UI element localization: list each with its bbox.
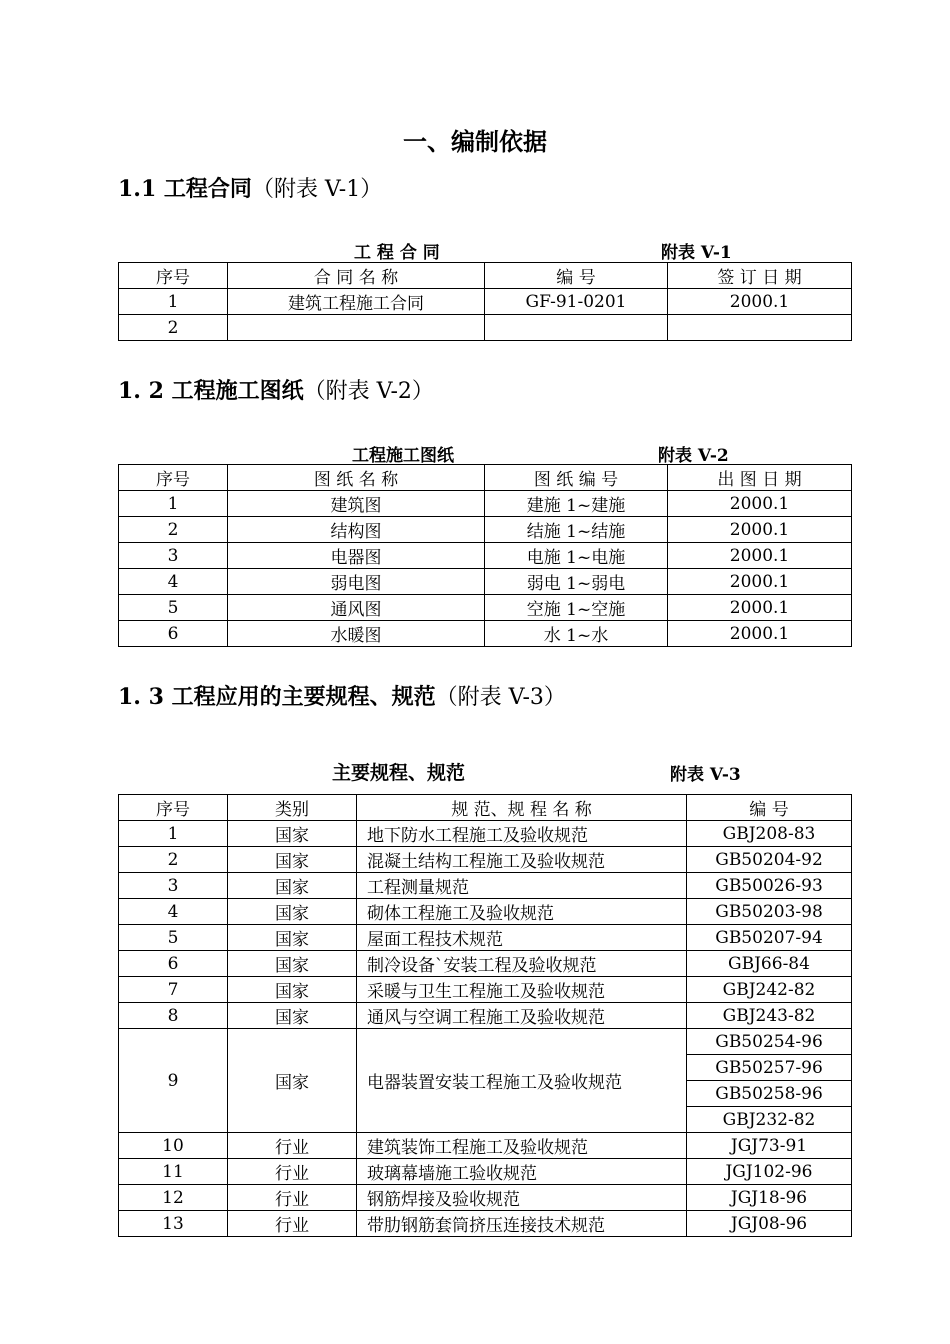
row-number-cell: 5: [119, 925, 228, 951]
table-cell: 结施 1~结施: [485, 517, 668, 543]
table-row: [119, 977, 852, 1003]
table-row: [119, 847, 852, 873]
table-row: [119, 925, 852, 951]
standard-code-cell: GBJ232-82: [687, 1107, 852, 1133]
table-cell: 4: [119, 569, 228, 595]
table-3-appendix: 附表 V-3: [670, 765, 741, 785]
table-cell: 2000.1: [668, 569, 852, 595]
standard-code-cell: JGJ08-96: [687, 1211, 852, 1237]
row-number-cell: 12: [119, 1185, 228, 1211]
row-number-cell: 8: [119, 1003, 228, 1029]
table-cell: 2000.1: [668, 595, 852, 621]
standard-code-cell: GBJ243-82: [687, 1003, 852, 1029]
table-row: [119, 517, 852, 543]
row-number-cell: 10: [119, 1133, 228, 1159]
table-cell: 弱电图: [228, 569, 485, 595]
table-row: [119, 543, 852, 569]
table-cell: 电器图: [228, 543, 485, 569]
table-cell: 电施 1~电施: [485, 543, 668, 569]
table-cell: 1: [119, 491, 228, 517]
table-row: [119, 1003, 852, 1029]
table-3-caption: 主要规程、规范: [332, 762, 466, 784]
table-row: [119, 821, 852, 847]
table-row: [119, 951, 852, 977]
category-cell: 国家: [228, 847, 357, 873]
table-cell: 建筑工程施工合同: [228, 289, 485, 315]
standard-code-cell: JGJ102-96: [687, 1159, 852, 1185]
table-row: [119, 1211, 852, 1237]
section-3-heading: [118, 680, 566, 711]
standard-name-cell: 通风与空调工程施工及验收规范: [357, 1003, 687, 1029]
table-header-row: [119, 263, 852, 289]
section-2-heading-text: 1. 2 工程施工图纸: [118, 378, 304, 404]
drawings-table: [118, 464, 852, 647]
category-cell: 国家: [228, 899, 357, 925]
table-cell: 弱电 1~弱电: [485, 569, 668, 595]
category-cell: 行业: [228, 1133, 357, 1159]
standard-code-cell: GBJ66-84: [687, 951, 852, 977]
table-header-row: [119, 465, 852, 491]
category-cell: 国家: [228, 951, 357, 977]
standard-code-cell: GB50254-96: [687, 1029, 852, 1055]
standard-code-cell: JGJ18-96: [687, 1185, 852, 1211]
column-header: 类别: [228, 795, 357, 821]
column-header: 编 号: [687, 795, 852, 821]
table-1-caption: 工 程 合 同: [354, 243, 440, 263]
table-cell: [228, 315, 485, 341]
table-row: [119, 569, 852, 595]
table-row: [119, 315, 852, 341]
table-cell: GF-91-0201: [485, 289, 668, 315]
standard-name-cell: 混凝土结构工程施工及验收规范: [357, 847, 687, 873]
section-3-heading-paren: （附表 V-3）: [435, 685, 566, 710]
column-header: 合 同 名 称: [228, 263, 485, 289]
row-number-cell: 6: [119, 951, 228, 977]
standard-code-cell: GB50203-98: [687, 899, 852, 925]
column-header: 签 订 日 期: [668, 263, 852, 289]
category-cell: 国家: [228, 821, 357, 847]
section-2-heading: [118, 374, 434, 405]
table-1-appendix: 附表 V-1: [661, 243, 732, 263]
standard-code-cell: JGJ73-91: [687, 1133, 852, 1159]
page-title: 一、编制依据: [403, 127, 547, 156]
table-row: [119, 1133, 852, 1159]
standard-name-cell: 砌体工程施工及验收规范: [357, 899, 687, 925]
column-header: 序号: [119, 263, 228, 289]
table-2-appendix: 附表 V-2: [658, 446, 729, 466]
category-cell: 国家: [228, 1029, 357, 1133]
table-cell: 2000.1: [668, 289, 852, 315]
table-row: [119, 1159, 852, 1185]
table-row: [119, 1029, 852, 1055]
table-cell: 建筑图: [228, 491, 485, 517]
standard-name-cell: 建筑装饰工程施工及验收规范: [357, 1133, 687, 1159]
standard-name-cell: 玻璃幕墙施工验收规范: [357, 1159, 687, 1185]
row-number-cell: 2: [119, 847, 228, 873]
table-cell: [485, 315, 668, 341]
section-1-heading: [118, 172, 382, 203]
table-cell: 水 1~水: [485, 621, 668, 647]
table-cell: 建施 1~建施: [485, 491, 668, 517]
standard-code-cell: GB50026-93: [687, 873, 852, 899]
table-row: [119, 595, 852, 621]
contract-table: [118, 262, 852, 341]
category-cell: 国家: [228, 977, 357, 1003]
row-number-cell: 13: [119, 1211, 228, 1237]
table-cell: 2000.1: [668, 517, 852, 543]
section-3-heading-text: 1. 3 工程应用的主要规程、规范: [118, 684, 436, 710]
standard-name-cell: 采暖与卫生工程施工及验收规范: [357, 977, 687, 1003]
standard-name-cell: 钢筋焊接及验收规范: [357, 1185, 687, 1211]
table-cell: 水暖图: [228, 621, 485, 647]
column-header: 图 纸 名 称: [228, 465, 485, 491]
standard-name-cell: 地下防水工程施工及验收规范: [357, 821, 687, 847]
standard-code-cell: GB50258-96: [687, 1081, 852, 1107]
table-cell: 3: [119, 543, 228, 569]
row-number-cell: 1: [119, 821, 228, 847]
table-cell: 通风图: [228, 595, 485, 621]
table-cell: [668, 315, 852, 341]
table-cell: 2000.1: [668, 491, 852, 517]
table-cell: 6: [119, 621, 228, 647]
category-cell: 国家: [228, 873, 357, 899]
table-cell: 2000.1: [668, 543, 852, 569]
standard-name-cell: 制冷设备`安装工程及验收规范: [357, 951, 687, 977]
table-cell: 结构图: [228, 517, 485, 543]
table-cell: 1: [119, 289, 228, 315]
column-header: 编 号: [485, 263, 668, 289]
column-header: 序号: [119, 795, 228, 821]
standard-code-cell: GB50204-92: [687, 847, 852, 873]
standard-code-cell: GBJ242-82: [687, 977, 852, 1003]
column-header: 图 纸 编 号: [485, 465, 668, 491]
column-header: 出 图 日 期: [668, 465, 852, 491]
section-1-heading-text: 1.1 工程合同: [118, 176, 252, 202]
table-cell: 5: [119, 595, 228, 621]
table-cell: 2: [119, 517, 228, 543]
category-cell: 国家: [228, 925, 357, 951]
table-row: [119, 899, 852, 925]
row-number-cell: 9: [119, 1029, 228, 1133]
standard-code-cell: GB50257-96: [687, 1055, 852, 1081]
table-row: [119, 491, 852, 517]
column-header: 序号: [119, 465, 228, 491]
standard-name-cell: 带肋钢筋套筒挤压连接技术规范: [357, 1211, 687, 1237]
table-cell: 空施 1~空施: [485, 595, 668, 621]
category-cell: 行业: [228, 1211, 357, 1237]
category-cell: 行业: [228, 1185, 357, 1211]
row-number-cell: 3: [119, 873, 228, 899]
standards-table: [118, 794, 852, 1237]
section-1-heading-paren: （附表 V-1）: [251, 177, 383, 202]
table-row: [119, 621, 852, 647]
standard-name-cell: 工程测量规范: [357, 873, 687, 899]
table-row: [119, 1185, 852, 1211]
standard-code-cell: GB50207-94: [687, 925, 852, 951]
section-2-heading-paren: （附表 V-2）: [303, 379, 434, 404]
table-row: [119, 289, 852, 315]
row-number-cell: 11: [119, 1159, 228, 1185]
table-2-caption: 工程施工图纸: [352, 446, 454, 466]
row-number-cell: 4: [119, 899, 228, 925]
standard-name-cell: 屋面工程技术规范: [357, 925, 687, 951]
table-cell: 2: [119, 315, 228, 341]
column-header: 规 范、规 程 名 称: [357, 795, 687, 821]
table-row: [119, 873, 852, 899]
row-number-cell: 7: [119, 977, 228, 1003]
category-cell: 国家: [228, 1003, 357, 1029]
standard-name-cell: 电器装置安装工程施工及验收规范: [357, 1029, 687, 1133]
table-cell: 2000.1: [668, 621, 852, 647]
table-header-row: [119, 795, 852, 821]
category-cell: 行业: [228, 1159, 357, 1185]
standard-code-cell: GBJ208-83: [687, 821, 852, 847]
